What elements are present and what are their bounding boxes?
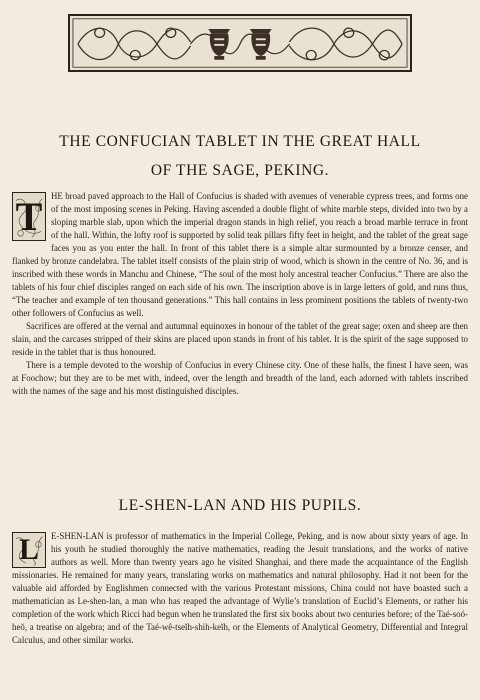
section1-title-line2: OF THE SAGE, PEKING. <box>150 162 330 179</box>
ornamental-dropcap-t <box>12 192 46 241</box>
scrollwork-ornament-icon <box>70 16 410 70</box>
ornamental-dropcap-l <box>12 532 46 568</box>
section1-paragraph-1: HE broad paved approach to the Hall of Confucius is shaded with avenues of venerable cypress trees, and forms one of the most imposing scenes in Peking. Having ascended a double flight of white marble steps, divided into two by a sloping marble slab, upon which the imperial dragon stands in high relief, you reach a broad marble terrace in front of the hall. Within, the lofty roof is supported by solid teak pillars fifty feet in height, and the tablet of the great sage faces you as you enter the hall. In front of this tablet there is a simple altar surmounted by a bronze censer, and flanked by bronze candelabra. The tablet itself consists of the plain strip of wood, which is shown in the centre of No. 36, and is inscribed with these words in Manchu and Chinese, “The soul of the most holy ancestral teacher Confucius.” There are also the tablets of his four chief disciples ranged on each side of his own. The inscription above is in large letters of gold, and runs thus, “The teacher and example of ten thousand generations.” This hall contains in less prominent positions the tablets of twenty-two other followers of Confucius as well. <box>12 191 468 318</box>
section2-title: LE-SHEN-LAN AND HIS PUPILS. <box>118 497 362 514</box>
section1-title-line1: THE CONFUCIAN TABLET IN THE GREAT HALL <box>59 133 421 150</box>
ornamental-headpiece <box>68 14 412 72</box>
section2-body <box>12 530 468 647</box>
dropcap-letter: T <box>15 194 43 239</box>
section1-paragraph-3: There is a temple devoted to the worship of Confucius in every Chinese city. One of these halls, the finest I have seen, was at Foochow; but they are to be met with, indeed, over the length and breadth of the land, each adorned with tablets inscribed with the names of the sage and his most distinguished disciples. <box>12 360 468 396</box>
section1-paragraph-2: Sacrifices are offered at the vernal and autumnal equinoxes in honour of the tablet of the great sage; oxen and sheep are then slain, and the carcases stripped of their skins are placed upon stands in front of his tablet. It is the spirit of the sage supposed to reside in the tablet that is thus honoured. <box>12 321 468 357</box>
section2-paragraph-1: E-SHEN-LAN is professor of mathematics in the Imperial College, Peking, and is now about sixty years of age. In his youth he studied thoroughly the native mathematics, reading the Jesuit translations, and the works of native authors as well. More than twenty years ago he visited Shanghai, and there made the acquaintance of the English missionaries. He remained for many years, translating works on mathematics and natural philosophy. Had it not been for the valuable aid afforded by Englishmen connected with the various Protestant missions, China could not have boasted such a mathematician as Le-shen-lan, a man who has reaped the advantage of Wylie’s translation of Euclid’s Elements, or rather his completion of the work which Ricci had begun when he translated the first six books about two centuries before; of the Taé-soó-heŏ, a treatise on algebra; and of the Taé-wê-tseĭh-shih-keĭh, or the Elements of Analytical Geometry, Differential and Integral Calculus, and other similar works. <box>12 531 468 645</box>
dropcap-letter: L <box>18 533 39 566</box>
section1-body <box>12 190 468 398</box>
